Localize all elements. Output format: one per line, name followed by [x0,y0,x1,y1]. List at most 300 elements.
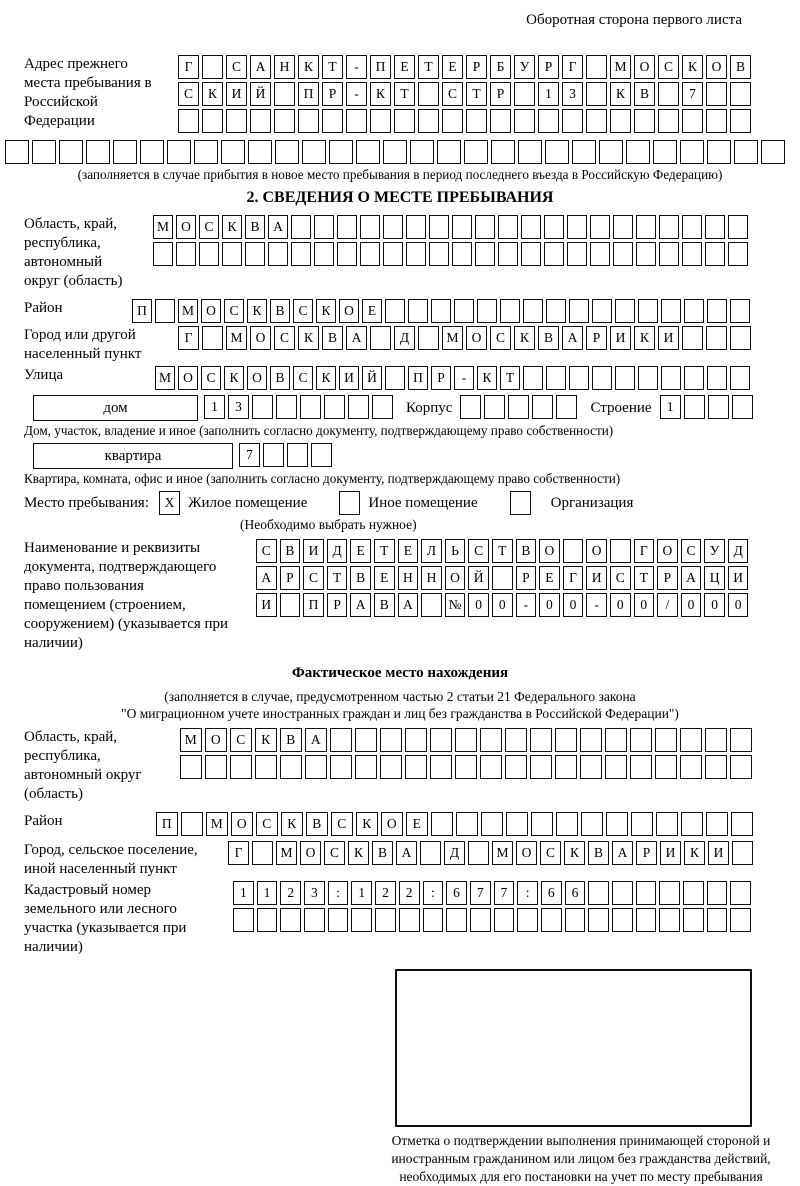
form-cell [586,82,607,106]
form-cell [659,908,680,932]
form-cell: А [681,566,702,590]
form-cell [167,140,191,164]
factual-note-2: "О миграционном учете иностранных граждан и лиц без гражданства в Российской Федерации") [121,706,679,721]
form-cell [153,242,173,266]
form-cell: К [316,366,336,390]
form-cell: И [728,566,749,590]
form-cell: В [270,366,290,390]
form-cell [730,326,751,350]
ulitsa-row [155,366,753,390]
form-cell [429,215,449,239]
form-cell [406,215,426,239]
form-cell [252,841,273,865]
form-cell [314,215,334,239]
form-cell: № [445,593,466,617]
form-cell [275,140,299,164]
form-cell: Р [538,55,559,79]
form-cell: С [230,728,252,752]
form-cell: 1 [351,881,372,905]
form-cell [565,908,586,932]
form-cell [638,299,658,323]
form-cell: У [704,539,725,563]
form-cell [418,82,439,106]
stamp-box [395,969,752,1127]
form-cell [508,395,529,419]
form-cell: К [298,55,319,79]
form-cell [298,109,319,133]
form-cell [418,326,439,350]
form-cell [492,566,513,590]
form-cell [245,242,265,266]
form-cell [523,299,543,323]
form-cell [274,82,295,106]
form-cell: Р [327,593,348,617]
form-cell [544,242,564,266]
form-cell [523,366,543,390]
form-cell [613,215,633,239]
form-cell: А [562,326,583,350]
form-cell [408,299,428,323]
form-cell [707,366,727,390]
form-cell [658,82,679,106]
form-cell [683,881,704,905]
factual-note-1: (заполняется в случае, предусмотренном частью 2 статьи 21 Федерального закона [164,689,636,704]
form-cell [322,109,343,133]
form-cell: Е [398,539,419,563]
form-cell [460,395,481,419]
form-cell: К [298,326,319,350]
form-cell: И [586,566,607,590]
form-cell: С [442,82,463,106]
form-cell: И [658,326,679,350]
form-cell: 3 [304,881,325,905]
form-cell: У [514,55,535,79]
form-cell [430,755,452,779]
form-cell: Г [634,539,655,563]
form-cell [494,908,515,932]
form-cell: А [346,326,367,350]
form-cell: С [256,812,278,836]
form-cell: Р [516,566,537,590]
form-cell: С [303,566,324,590]
form-cell: М [226,326,247,350]
form-cell: С [199,215,219,239]
form-cell [194,140,218,164]
form-cell [375,908,396,932]
form-cell [521,215,541,239]
form-cell [484,395,505,419]
form-cell: Т [394,82,415,106]
form-cell: 3 [562,82,583,106]
form-cell [383,140,407,164]
form-cell: А [256,566,277,590]
form-cell [532,395,553,419]
form-cell [263,443,284,467]
form-cell: Т [374,539,395,563]
form-cell [636,908,657,932]
option-zhiloe: Жилое помещение [188,494,308,511]
form-cell: К [348,841,369,865]
form-cell: О [300,841,321,865]
form-cell: 0 [704,593,725,617]
factual-raion-label: Район [24,813,63,829]
form-cell [456,812,478,836]
form-cell [113,140,137,164]
form-cell: Е [362,299,382,323]
stamp-caption: Отметка о подтверждении выполнения принимающей стороной и иностранным гражданином или лицом без гражданства действий, необходимых для его постановки на учет по месту пребывания [391,1133,771,1184]
prev-address-block [0,55,800,136]
form-cell [682,326,703,350]
form-cell [351,908,372,932]
checkbox-inoe [339,491,360,515]
form-cell: 0 [468,593,489,617]
gorod-label: Город или другой населенный пункт [24,327,142,362]
form-cell [466,109,487,133]
form-cell [606,812,628,836]
gorod-block [0,326,800,364]
factual-gorod-label: Город, сельское поселение, иной населенный пункт [24,842,198,877]
form-cell: Й [468,566,489,590]
form-cell [706,326,727,350]
kvartira-box: квартира [33,443,233,469]
form-cell [707,881,728,905]
form-cell [383,215,403,239]
form-cell: 2 [280,881,301,905]
form-cell [612,881,633,905]
form-cell [684,366,704,390]
form-cell [612,908,633,932]
form-cell: 0 [539,593,560,617]
ulitsa-block [0,366,800,393]
form-cell: Т [327,566,348,590]
kadastr-row-1 [233,881,754,905]
form-cell: 1 [660,395,681,419]
form-cell: С [658,55,679,79]
form-cell: К [281,812,303,836]
form-cell [360,215,380,239]
form-cell: О [231,812,253,836]
form-cell: В [538,326,559,350]
form-cell: 1 [233,881,254,905]
factual-oblast-row-2 [180,755,755,779]
form-cell [287,443,308,467]
prev-address-note: (заполняется в случае прибытия в новое место пребывания в период последнего въезда в Российскую Федерацию) [77,167,723,182]
form-cell [304,908,325,932]
form-cell [311,443,332,467]
form-cell [140,140,164,164]
form-cell: В [306,812,328,836]
form-cell [59,140,83,164]
form-cell: В [245,215,265,239]
form-cell: 1 [204,395,225,419]
form-cell [684,299,704,323]
form-cell [730,299,750,323]
form-cell [728,242,748,266]
form-cell [257,908,278,932]
form-cell [291,242,311,266]
form-cell [468,841,489,865]
form-cell [300,395,321,419]
form-cell: И [339,366,359,390]
form-cell: П [303,593,324,617]
form-cell [659,881,680,905]
form-cell: И [303,539,324,563]
form-cell: К [477,366,497,390]
form-cell: О [205,728,227,752]
form-cell [410,140,434,164]
form-cell: 2 [399,881,420,905]
form-cell [480,728,502,752]
form-cell: Р [280,566,301,590]
form-cell [380,728,402,752]
form-cell [705,242,725,266]
form-cell [477,299,497,323]
form-cell: К [684,841,705,865]
form-cell [455,755,477,779]
form-cell: М [153,215,173,239]
form-cell [305,755,327,779]
form-cell [475,215,495,239]
form-cell [355,755,377,779]
form-cell [437,140,461,164]
form-cell [728,215,748,239]
form-cell [383,242,403,266]
doc-row-2 [256,566,751,590]
form-cell: Р [657,566,678,590]
form-cell [380,755,402,779]
kadastr-label: Кадастровый номер земельного или лесного участка (указывается при наличии) [24,882,187,955]
form-cell: Р [322,82,343,106]
form-cell: О [445,566,466,590]
form-cell: О [466,326,487,350]
form-cell [346,109,367,133]
form-cell [360,242,380,266]
form-cell [705,215,725,239]
form-cell [455,728,477,752]
form-cell [431,299,451,323]
form-cell [707,908,728,932]
form-cell [545,140,569,164]
form-cell: К [224,366,244,390]
form-cell [32,140,56,164]
form-cell: М [180,728,202,752]
form-cell [730,82,751,106]
form-cell: К [202,82,223,106]
form-cell [581,812,603,836]
stroenie-label: Строение [590,400,652,416]
form-cell: О [516,841,537,865]
form-cell [681,812,703,836]
form-cell [656,812,678,836]
form-cell [680,755,702,779]
form-cell: О [586,539,607,563]
form-cell [205,755,227,779]
doc-block [0,539,800,657]
kvartira-note: Квартира, комната, офис и иное (заполнить согласно документу, подтверждающему право собственности) [24,471,621,486]
factual-oblast-block [0,728,800,808]
factual-raion-row [156,812,756,836]
form-cell: В [634,82,655,106]
form-cell [530,755,552,779]
form-cell [734,140,758,164]
form-cell [546,299,566,323]
form-cell [498,242,518,266]
form-cell: С [178,82,199,106]
form-cell: 0 [563,593,584,617]
form-cell: А [396,841,417,865]
form-cell [655,728,677,752]
form-cell [248,140,272,164]
checkbox-zhiloe: X [159,491,180,515]
form-cell: 6 [446,881,467,905]
form-cell: В [374,593,395,617]
form-cell: - [454,366,474,390]
form-cell: М [206,812,228,836]
oblast-row-1 [153,215,751,239]
form-cell: О [634,55,655,79]
form-cell: : [328,881,349,905]
form-cell: Т [500,366,520,390]
form-cell: С [201,366,221,390]
form-cell: Н [421,566,442,590]
form-cell: : [517,881,538,905]
form-cell: - [346,55,367,79]
form-cell [291,215,311,239]
dom-box: дом [33,395,198,421]
form-cell [280,755,302,779]
form-cell: Т [492,539,513,563]
form-cell: С [468,539,489,563]
form-cell [572,140,596,164]
oblast-block [0,215,800,295]
form-cell [452,242,472,266]
form-cell: 0 [634,593,655,617]
form-cell [615,299,635,323]
form-cell: К [370,82,391,106]
form-cell: О [178,366,198,390]
form-cell [222,242,242,266]
form-cell [199,242,219,266]
form-cell [280,908,301,932]
form-cell: Д [394,326,415,350]
form-cell: С [224,299,244,323]
form-cell: Г [563,566,584,590]
form-cell [567,242,587,266]
form-cell: К [682,55,703,79]
form-cell [181,812,203,836]
form-cell [610,109,631,133]
form-cell: М [492,841,513,865]
form-cell: С [490,326,511,350]
form-cell [280,593,301,617]
form-cell [638,366,658,390]
form-cell: 3 [228,395,249,419]
form-cell: Е [350,539,371,563]
oblast-label: Область, край, республика, автономный округ (область) [24,216,123,289]
form-cell [588,881,609,905]
form-cell [555,728,577,752]
form-cell [636,215,656,239]
form-cell [555,755,577,779]
oblast-row-2 [153,242,751,266]
form-cell: Г [178,326,199,350]
form-cell [86,140,110,164]
form-cell [530,728,552,752]
form-cell [490,109,511,133]
prev-address-row-2 [178,82,754,106]
corner-note: Оборотная сторона первого листа [526,12,742,28]
mesto-row [0,491,800,515]
form-cell [730,881,751,905]
form-cell [202,326,223,350]
form-cell [655,755,677,779]
form-cell: А [398,593,419,617]
form-cell [446,908,467,932]
form-cell: 6 [541,881,562,905]
form-cell: Е [406,812,428,836]
form-cell [421,593,442,617]
form-cell [470,908,491,932]
form-cell: С [226,55,247,79]
korpus-label: Корпус [406,400,453,416]
form-cell: С [256,539,277,563]
form-cell: В [588,841,609,865]
form-cell: / [657,593,678,617]
mesto-label: Место пребывания: [24,494,149,511]
form-cell [680,728,702,752]
form-cell: 0 [681,593,702,617]
form-cell: Р [490,82,511,106]
kadastr-block [0,881,800,961]
form-cell [329,140,353,164]
form-cell [730,908,751,932]
dom-cells [204,395,396,419]
form-cell [707,299,727,323]
stroenie-cells [660,395,756,419]
factual-title: Фактическое место нахождения [291,665,509,681]
form-cell [202,109,223,133]
form-cell [732,395,753,419]
form-cell: О [339,299,359,323]
form-cell: П [156,812,178,836]
section2-title: 2. СВЕДЕНИЯ О МЕСТЕ ПРЕБЫВАНИЯ [246,189,554,206]
form-cell [592,299,612,323]
form-cell [491,140,515,164]
form-cell [202,55,223,79]
form-cell: В [730,55,751,79]
kvartira-block [0,443,800,469]
form-cell [683,908,704,932]
form-cell [230,755,252,779]
form-cell [355,728,377,752]
form-cell [586,55,607,79]
form-cell: Г [562,55,583,79]
form-cell [556,395,577,419]
form-cell [682,109,703,133]
choose-note: (Необходимо выбрать нужное) [240,517,417,532]
form-cell: Ь [445,539,466,563]
form-cell [631,812,653,836]
form-cell: М [276,841,297,865]
form-cell [405,755,427,779]
form-cell [706,812,728,836]
form-cell [653,140,677,164]
form-cell: О [657,539,678,563]
form-cell: И [610,326,631,350]
form-cell: С [324,841,345,865]
form-cell: Р [431,366,451,390]
gorod-row [178,326,754,350]
